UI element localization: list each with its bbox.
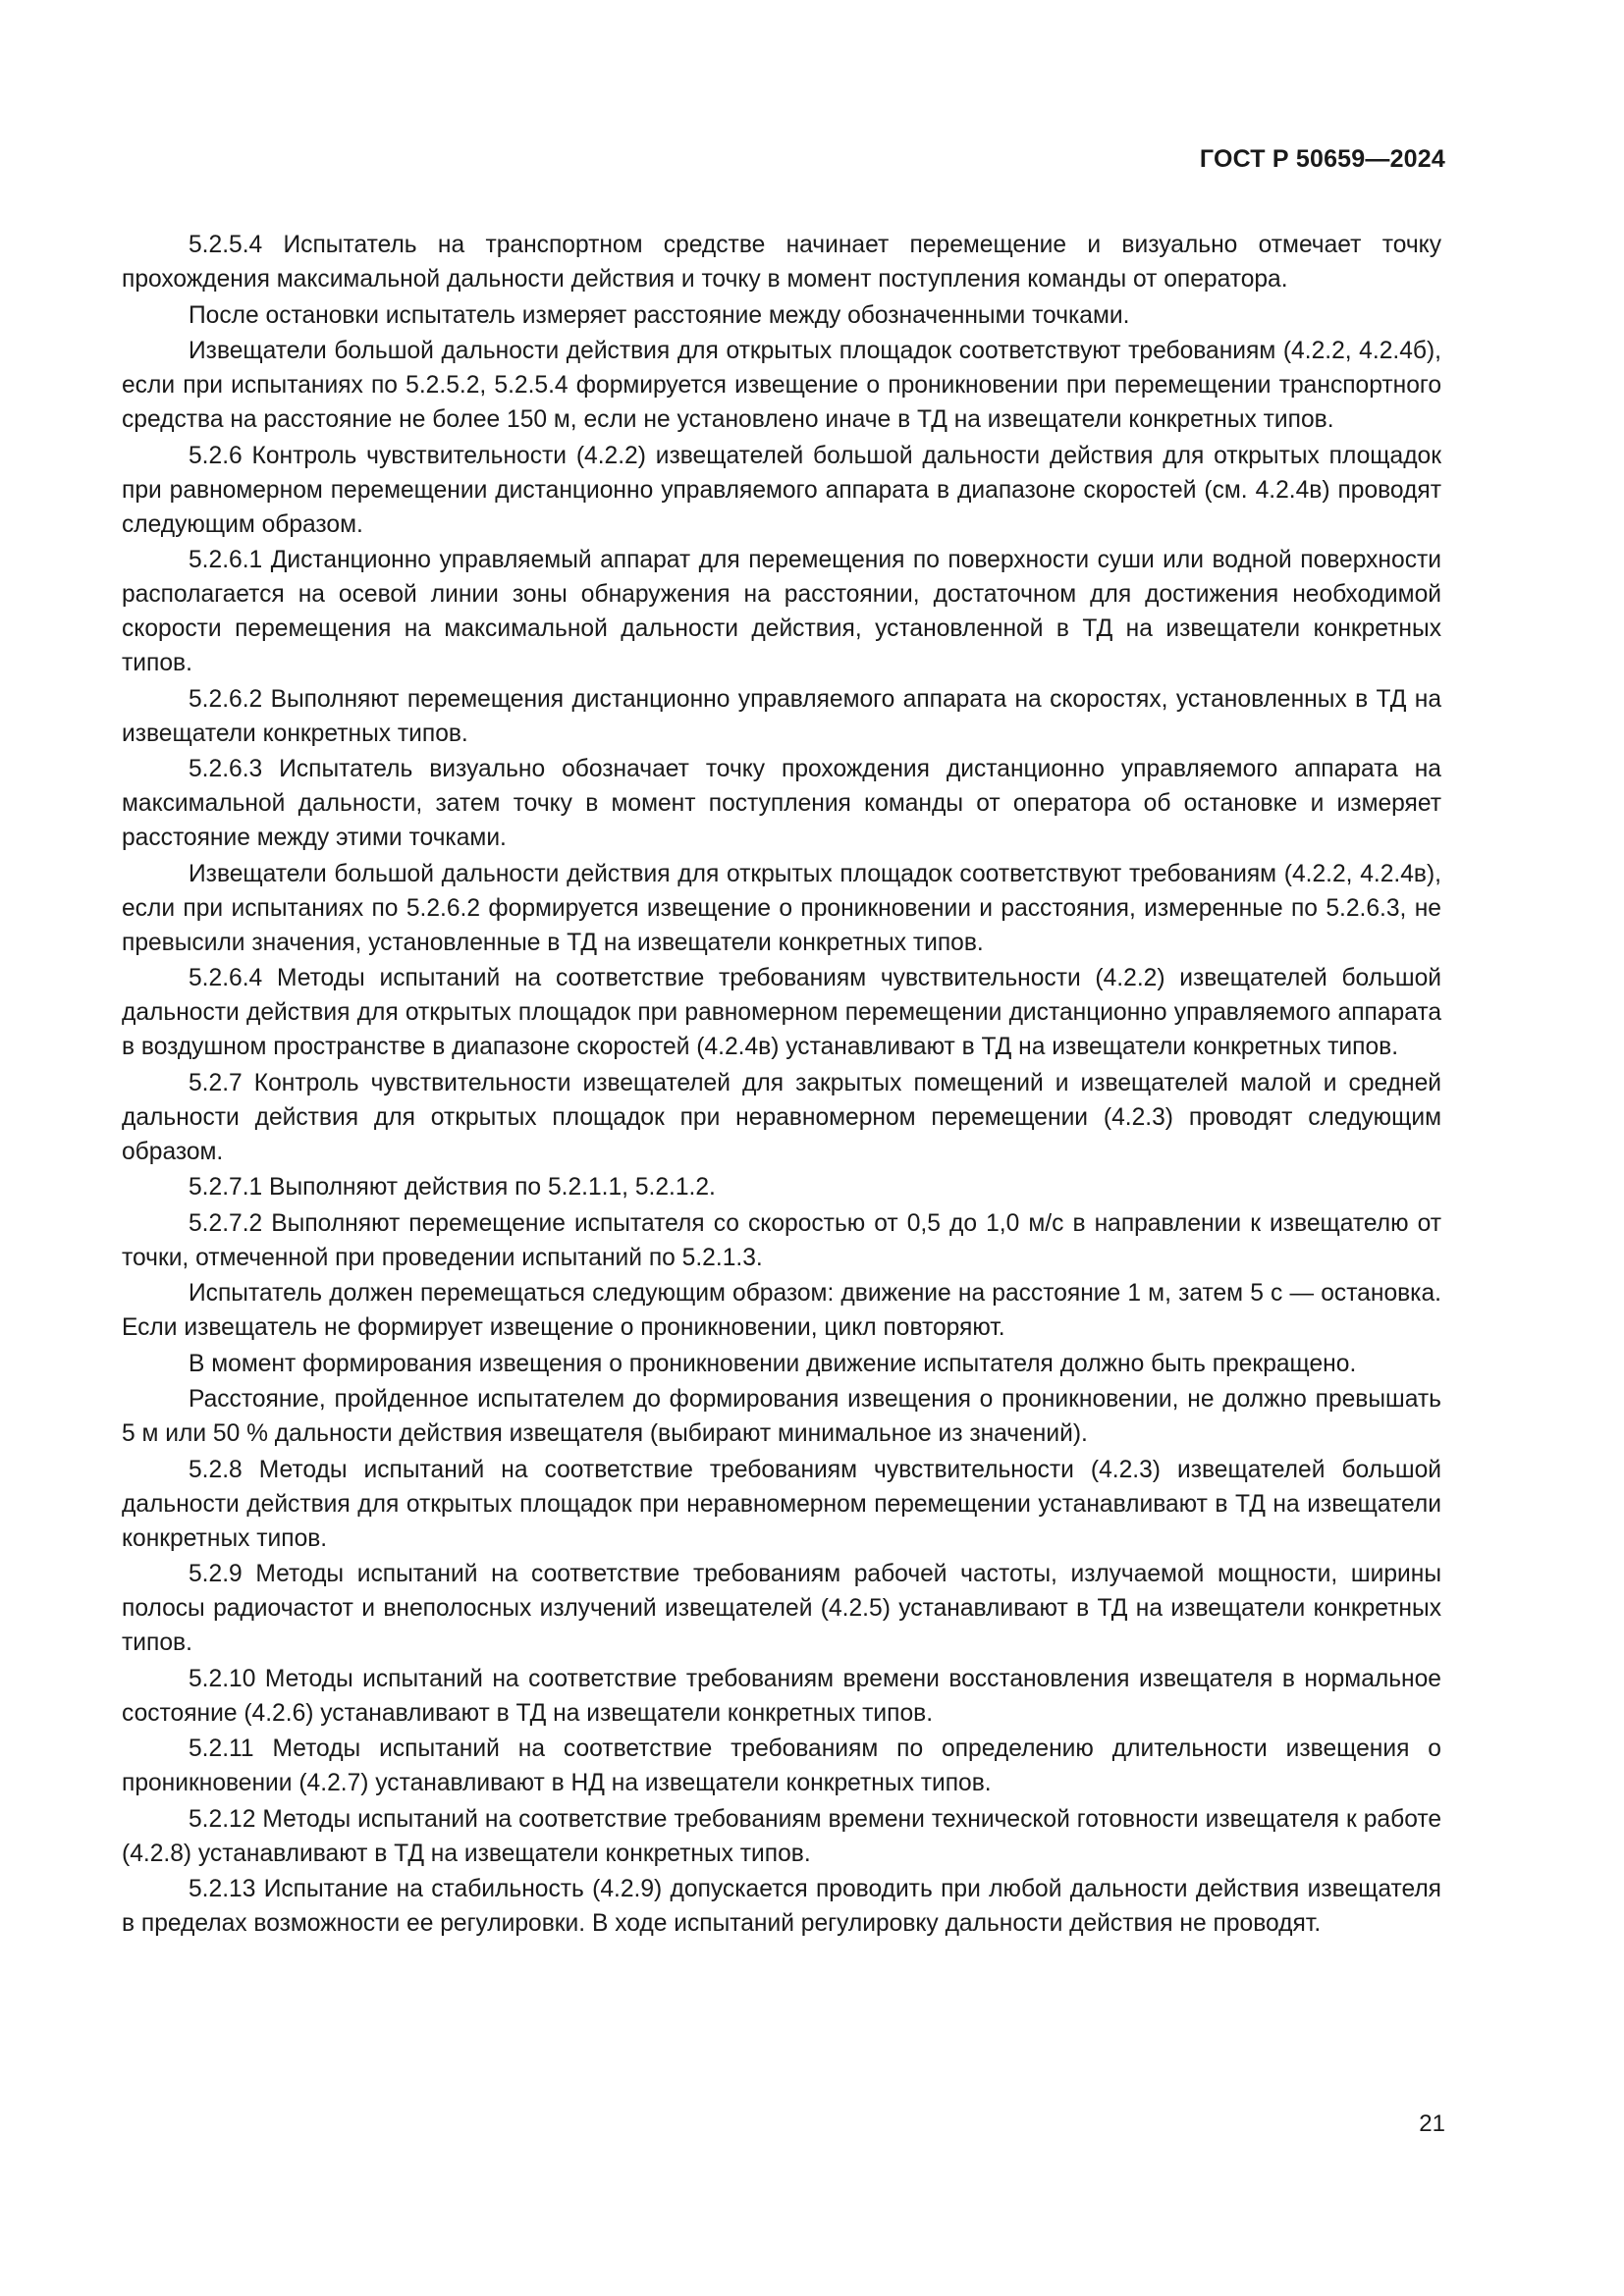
paragraph: Испытатель должен перемещаться следующим образом: движение на расстояние 1 м, затем 5 с — остановка. Если извещатель не формирует извещение о проникновении, цикл повторяют. (122, 1280, 1441, 1341)
paragraph-5-2-6-1: 5.2.6.1 Дистанционно управляемый аппарат для перемещения по поверхности суши или водной поверхности располагается на осевой линии зоны обнаружения на расстоянии, достаточном для достижения необходимой скорости перемещения на максимальной дальности действия, установленной в ТД на извещатели конкретных типов. (122, 547, 1441, 676)
paragraph-5-2-5-4: 5.2.5.4 Испытатель на транспортном средстве начинает перемещение и визуально отмечает точку прохождения максимальной дальности действия и точку в момент поступления команды от оператора. (122, 232, 1441, 293)
page-number: 21 (1419, 2110, 1445, 2137)
paragraph: Извещатели большой дальности действия для открытых площадок соответствуют требованиям (4.2.2, 4.2.4б), если при испытаниях по 5.2.5.2, 5.2.5.4 формируется извещение о проникновении при перемещении транспортного средства на расстояние не более 150 м, если не установлено иначе в ТД на извещатели конкретных типов. (122, 338, 1441, 433)
paragraph: После остановки испытатель измеряет расстояние между обозначенными точками. (189, 301, 1130, 329)
paragraph-5-2-13: 5.2.13 Испытание на стабильность (4.2.9) допускается проводить при любой дальности действия извещателя в пределах возможности ее регулировки. В ходе испытаний регулировку дальности действия не проводят. (122, 1876, 1441, 1937)
standard-id: ГОСТ Р 50659—2024 (1199, 145, 1445, 173)
paragraph-5-2-6-4: 5.2.6.4 Методы испытаний на соответствие требованиям чувствительности (4.2.2) извещателей большой дальности действия для открытых площадок при равномерном перемещении дистанционно управляемого аппарата в воздушном пространстве в диапазоне скоростей (4.2.4в) устанавливают в ТД на извещатели конкретных типов. (122, 965, 1441, 1060)
paragraph-5-2-6-3: 5.2.6.3 Испытатель визуально обозначает точку прохождения дистанционно управляемого аппарата на максимальной дальности, затем точку в момент поступления команды от оператора об остановке и измеряет расстояние между этими точками. (122, 756, 1441, 851)
document-body (122, 228, 1441, 1943)
paragraph-5-2-10: 5.2.10 Методы испытаний на соответствие требованиям времени восстановления извещателя в нормальное состояние (4.2.6) устанавливают в ТД на извещатели конкретных типов. (122, 1665, 1441, 1727)
paragraph-5-2-7: 5.2.7 Контроль чувствительности извещателей для закрытых помещений и извещателей малой и средней дальности действия для открытых площадок при неравномерном перемещении (4.2.3) проводят следующим образом. (122, 1069, 1441, 1165)
paragraph-5-2-11: 5.2.11 Методы испытаний на соответствие требованиям по определению длительности извещения о проникновении (4.2.7) устанавливают в НД на извещатели конкретных типов. (122, 1735, 1441, 1796)
paragraph: Извещатели большой дальности действия для открытых площадок соответствуют требованиям (4.2.2, 4.2.4в), если при испытаниях по 5.2.6.2 формируется извещение о проникновении и расстояния, измеренные по 5.2.6.3, не превысили значения, установленные в ТД на извещатели конкретных типов. (122, 860, 1441, 956)
paragraph-5-2-7-1: 5.2.7.1 Выполняют действия по 5.2.1.1, 5.2.1.2. (189, 1174, 716, 1201)
paragraph-5-2-9: 5.2.9 Методы испытаний на соответствие требованиям рабочей частоты, излучаемой мощности, ширины полосы радиочастот и внеполосных излучений извещателей (4.2.5) устанавливают в ТД на извещатели конкретных типов. (122, 1561, 1441, 1656)
paragraph-5-2-7-2: 5.2.7.2 Выполняют перемещение испытателя со скоростью от 0,5 до 1,0 м/с в направлении к извещателю от точки, отмеченной при проведении испытаний по 5.2.1.3. (122, 1209, 1441, 1271)
paragraph-5-2-8: 5.2.8 Методы испытаний на соответствие требованиям чувствительности (4.2.3) извещателей большой дальности действия для открытых площадок при неравномерном перемещении устанавливают в ТД на извещатели конкретных типов. (122, 1456, 1441, 1552)
paragraph-5-2-6-2: 5.2.6.2 Выполняют перемещения дистанционно управляемого аппарата на скоростях, установленных в ТД на извещатели конкретных типов. (122, 685, 1441, 747)
paragraph: Расстояние, пройденное испытателем до формирования извещения о проникновении, не должно превышать 5 м или 50 % дальности действия извещателя (выбирают минимальное из значений). (122, 1386, 1441, 1447)
paragraph: В момент формирования извещения о проникновении движение испытателя должно быть прекращено. (189, 1350, 1357, 1377)
paragraph-5-2-6: 5.2.6 Контроль чувствительности (4.2.2) извещателей большой дальности действия для открытых площадок при равномерном перемещении дистанционно управляемого аппарата в диапазоне скоростей (см. 4.2.4в) проводят следующим образом. (122, 442, 1441, 538)
paragraph-5-2-12: 5.2.12 Методы испытаний на соответствие требованиям времени технической готовности извещателя к работе (4.2.8) устанавливают в ТД на извещатели конкретных типов. (122, 1805, 1441, 1867)
